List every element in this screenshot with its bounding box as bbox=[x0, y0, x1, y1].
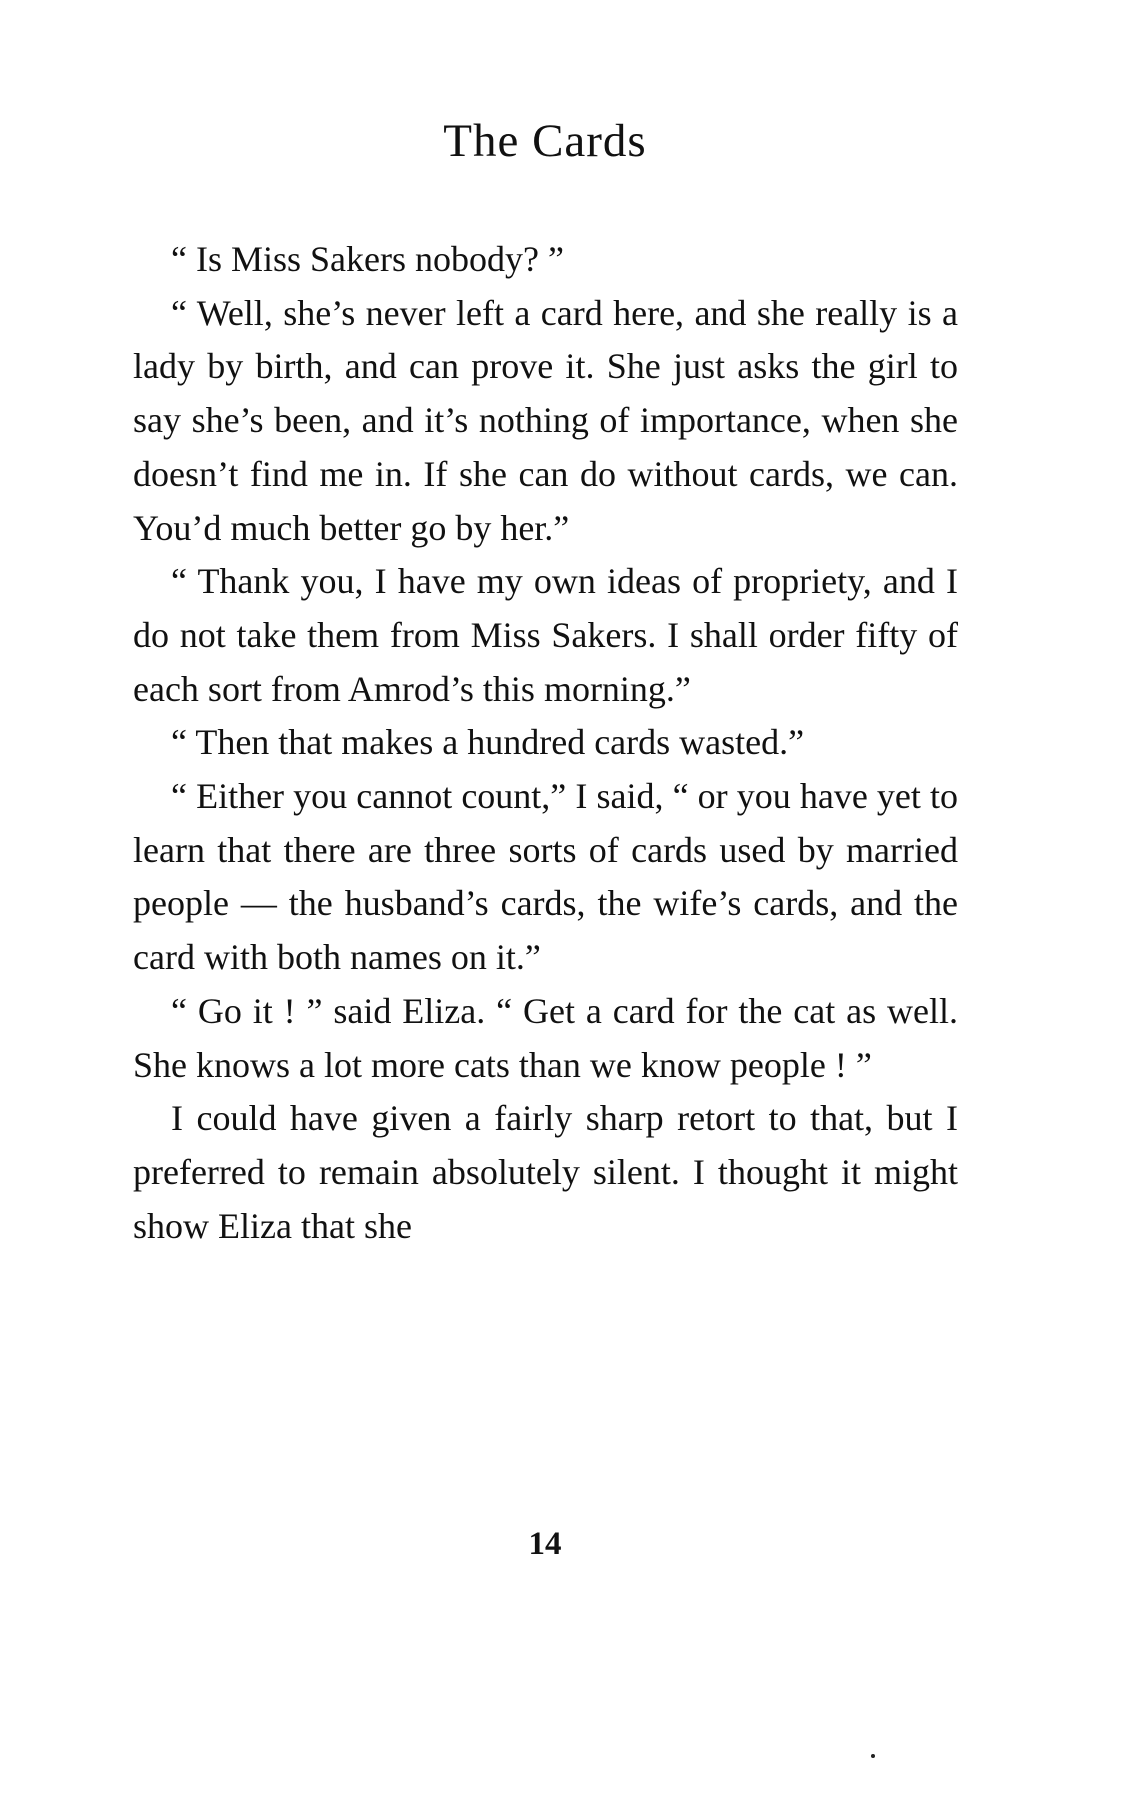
body-text bbox=[133, 233, 958, 1253]
paragraph-5: “ Either you cannot count,” I said, “ or you have yet to learn that there are three sorts of cards used by married people — the husband’s cards, the wife’s cards, and the card with both names on it.” bbox=[133, 776, 958, 978]
paragraph-4: “ Then that makes a hundred cards wasted.” bbox=[171, 722, 805, 763]
page-number: 14 bbox=[528, 1526, 562, 1562]
paragraph-6: “ Go it ! ” said Eliza. “ Get a card for the cat as well. She knows a lot more cats than we know people ! ” bbox=[133, 990, 958, 1085]
paragraph-1: “ Is Miss Sakers nobody? ” bbox=[171, 239, 564, 279]
paragraph-3: “ Thank you, I have my own ideas of propriety, and I do not take them from Miss Sakers. I shall order fifty of each sort from Amrod’s this morning.” bbox=[133, 561, 958, 709]
paragraph-2: “ Well, she’s never left a card here, and she really is a lady by birth, and can prove it. She just asks the girl to say she’s been, and it’s nothing of importance, when she doesn’t find me in. If she can do without cards, we can. You’d much better go by her.” bbox=[133, 292, 958, 548]
paragraph-7: I could have given a fairly sharp retort to that, but I preferred to remain absolutely silent. I thought it might show Eliza that she bbox=[133, 1098, 958, 1246]
running-head: The Cards bbox=[443, 115, 647, 167]
ink-speck bbox=[871, 1754, 875, 1758]
